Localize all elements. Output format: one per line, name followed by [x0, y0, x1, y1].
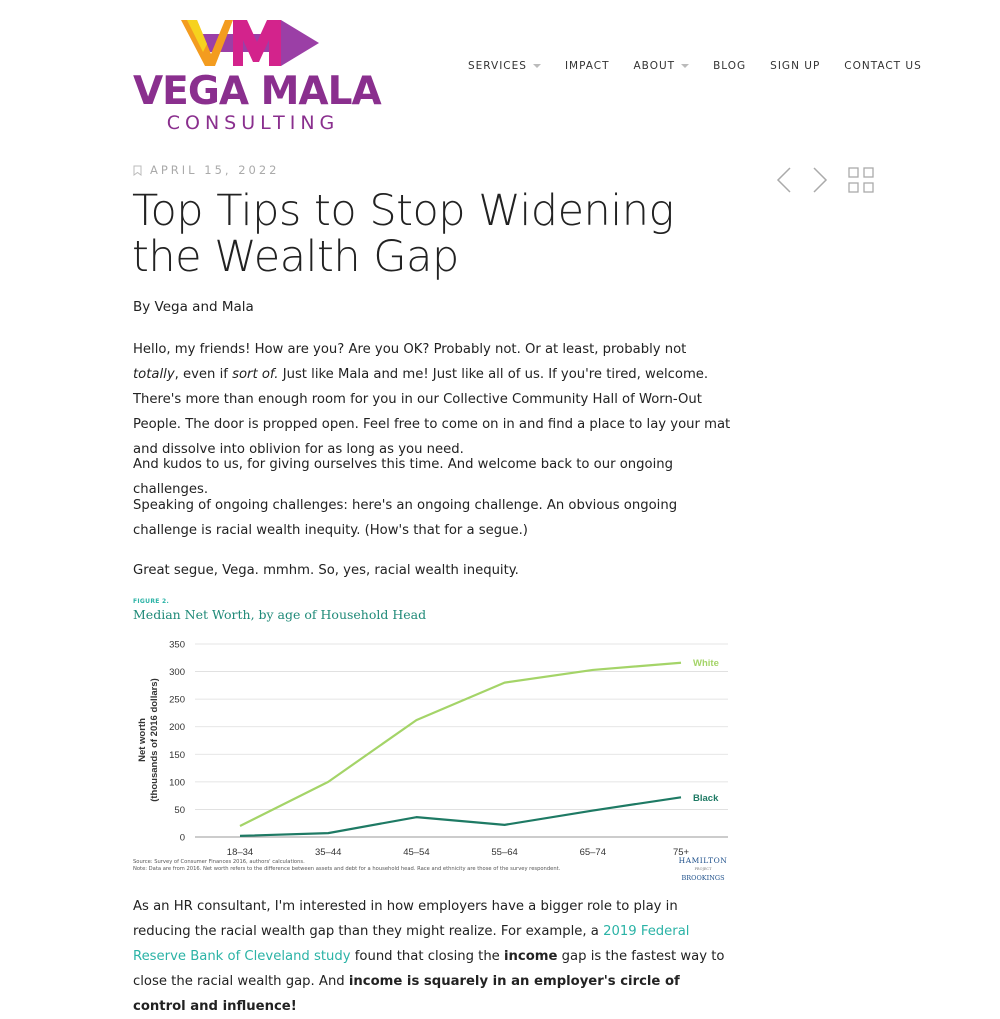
p1-text-c: , even if	[174, 367, 233, 382]
post-date	[133, 163, 279, 177]
chart-figure-label: FIGURE 2.	[133, 598, 170, 605]
x-tick-label: 75+	[672, 847, 690, 858]
site-logo[interactable]	[133, 12, 381, 134]
series-label-black: Black	[693, 792, 719, 804]
p5-strong-income: income	[504, 949, 558, 964]
x-tick-label: 55–64	[491, 847, 518, 858]
series-line-black	[240, 797, 681, 836]
p1-emphasis-sort-of: sort of.	[232, 367, 279, 382]
y-tick-label: 150	[169, 749, 185, 761]
chart-source	[133, 859, 613, 873]
y-tick-label: 250	[169, 694, 185, 706]
x-tick-label: 18–34	[226, 847, 254, 858]
paragraph-hr-consultant	[133, 894, 733, 1019]
nav-about-label: ABOUT	[633, 60, 676, 72]
p5-text-a: As an HR consultant, I'm interested in how employers have a bigger role to play in reducing the racial wealth gap than they might realize. For example, a	[133, 899, 678, 939]
brand-line3: BROOKINGS	[681, 874, 725, 882]
y-tick-label: 100	[169, 777, 185, 789]
y-tick-label: 300	[169, 667, 185, 679]
p5-text-b: found that closing the	[350, 949, 504, 964]
vm-monogram-icon	[181, 12, 321, 72]
series-label-white: White	[693, 658, 719, 670]
chevron-down-icon	[681, 64, 689, 68]
brand-line1: HAMILTON	[678, 856, 728, 865]
nav-impact-label: IMPACT	[564, 60, 610, 72]
post-byline: By Vega and Mala	[133, 299, 254, 315]
series-line-white	[240, 663, 681, 826]
chevron-right-icon[interactable]	[812, 166, 828, 194]
y-tick-label: 0	[179, 832, 185, 844]
chart-source-line2: Note: Data are from 2016. Net worth refers to the difference between assets and debt for a household head. Race and ethnicity are those of the survey respondent.	[133, 866, 561, 872]
p1-emphasis-totally: totally	[133, 367, 175, 382]
nav-about[interactable]	[634, 60, 690, 72]
nav-blog-label: BLOG	[713, 60, 747, 72]
p5-text-d: gap is the fastest way to close the racial wealth gap. And	[133, 949, 725, 989]
paragraph-intro	[133, 337, 733, 462]
logo-wordmark: VEGA MALA	[133, 69, 381, 114]
p1-text-e: Just like Mala and me! Just like all of us. If you're tired, welcome. There's more than enough room for you in our Collective Community Hall of Worn-Out People. The door is propped open. Feel free to come on in and find a place to lay your mat and dissolve into oblivion for as long as you need.	[133, 367, 731, 457]
cleveland-study-link[interactable]: 2019 Federal Reserve Bank of Cleveland study	[133, 924, 690, 964]
y-axis-label-line2: (thousands of 2016 dollars)	[149, 678, 160, 802]
hamilton-brookings-logo	[678, 856, 728, 883]
chevron-down-icon	[533, 64, 541, 68]
nav-blog[interactable]	[713, 60, 746, 72]
brand-line2: PROJECT	[694, 867, 712, 871]
p5-strong-employer: income is squarely in an employer's circle of control and influence!	[133, 974, 680, 1014]
chart-plot	[133, 597, 728, 857]
grid-icon[interactable]	[848, 167, 874, 193]
post-title	[132, 188, 732, 280]
nav-services-label: SERVICES	[468, 60, 527, 72]
paragraph-challenges: Speaking of ongoing challenges: here's an ongoing challenge. An obvious ongoing challenge is racial wealth inequity. (How's that for a segue.)	[133, 498, 678, 538]
nav-contact-us[interactable]	[844, 60, 921, 72]
chevron-left-icon[interactable]	[776, 166, 792, 194]
y-tick-label: 350	[169, 639, 185, 651]
bookmark-icon	[133, 165, 142, 176]
nav-sign-up-label: SIGN UP	[770, 60, 821, 72]
paragraph-segue: Great segue, Vega. mmhm. So, yes, racial wealth inequity.	[133, 563, 519, 578]
chart-source-line1: Source: Survey of Consumer Finances 2016, authors' calculations.	[133, 859, 305, 865]
logo-subtitle: CONSULTING	[166, 112, 340, 134]
nav-sign-up[interactable]	[770, 60, 820, 72]
y-tick-label: 200	[169, 722, 185, 734]
paragraph-kudos: And kudos to us, for giving ourselves this time. And welcome back to our ongoing challenges.	[133, 457, 673, 497]
nav-contact-us-label: CONTACT US	[844, 60, 922, 72]
post-date-text: APRIL 15, 2022	[150, 163, 280, 177]
nav-services[interactable]	[468, 60, 541, 72]
post-title-line2: the Wealth Gap	[132, 232, 459, 282]
chart-title: Median Net Worth, by age of Household Head	[133, 607, 427, 622]
nav-impact[interactable]	[565, 60, 610, 72]
y-tick-label: 50	[174, 804, 185, 816]
post-title-line1: Top Tips to Stop Widening	[132, 186, 674, 236]
x-tick-label: 35–44	[314, 847, 342, 858]
main-nav	[468, 60, 922, 72]
post-navigation	[776, 166, 874, 194]
p1-text-a: Hello, my friends! How are you? Are you OK? Probably not. Or at least, probably not	[133, 342, 687, 357]
y-axis-label-line1: Net worth	[137, 718, 148, 762]
net-worth-chart	[133, 597, 728, 882]
x-tick-label: 45–54	[403, 847, 430, 858]
x-tick-label: 65–74	[579, 847, 607, 858]
